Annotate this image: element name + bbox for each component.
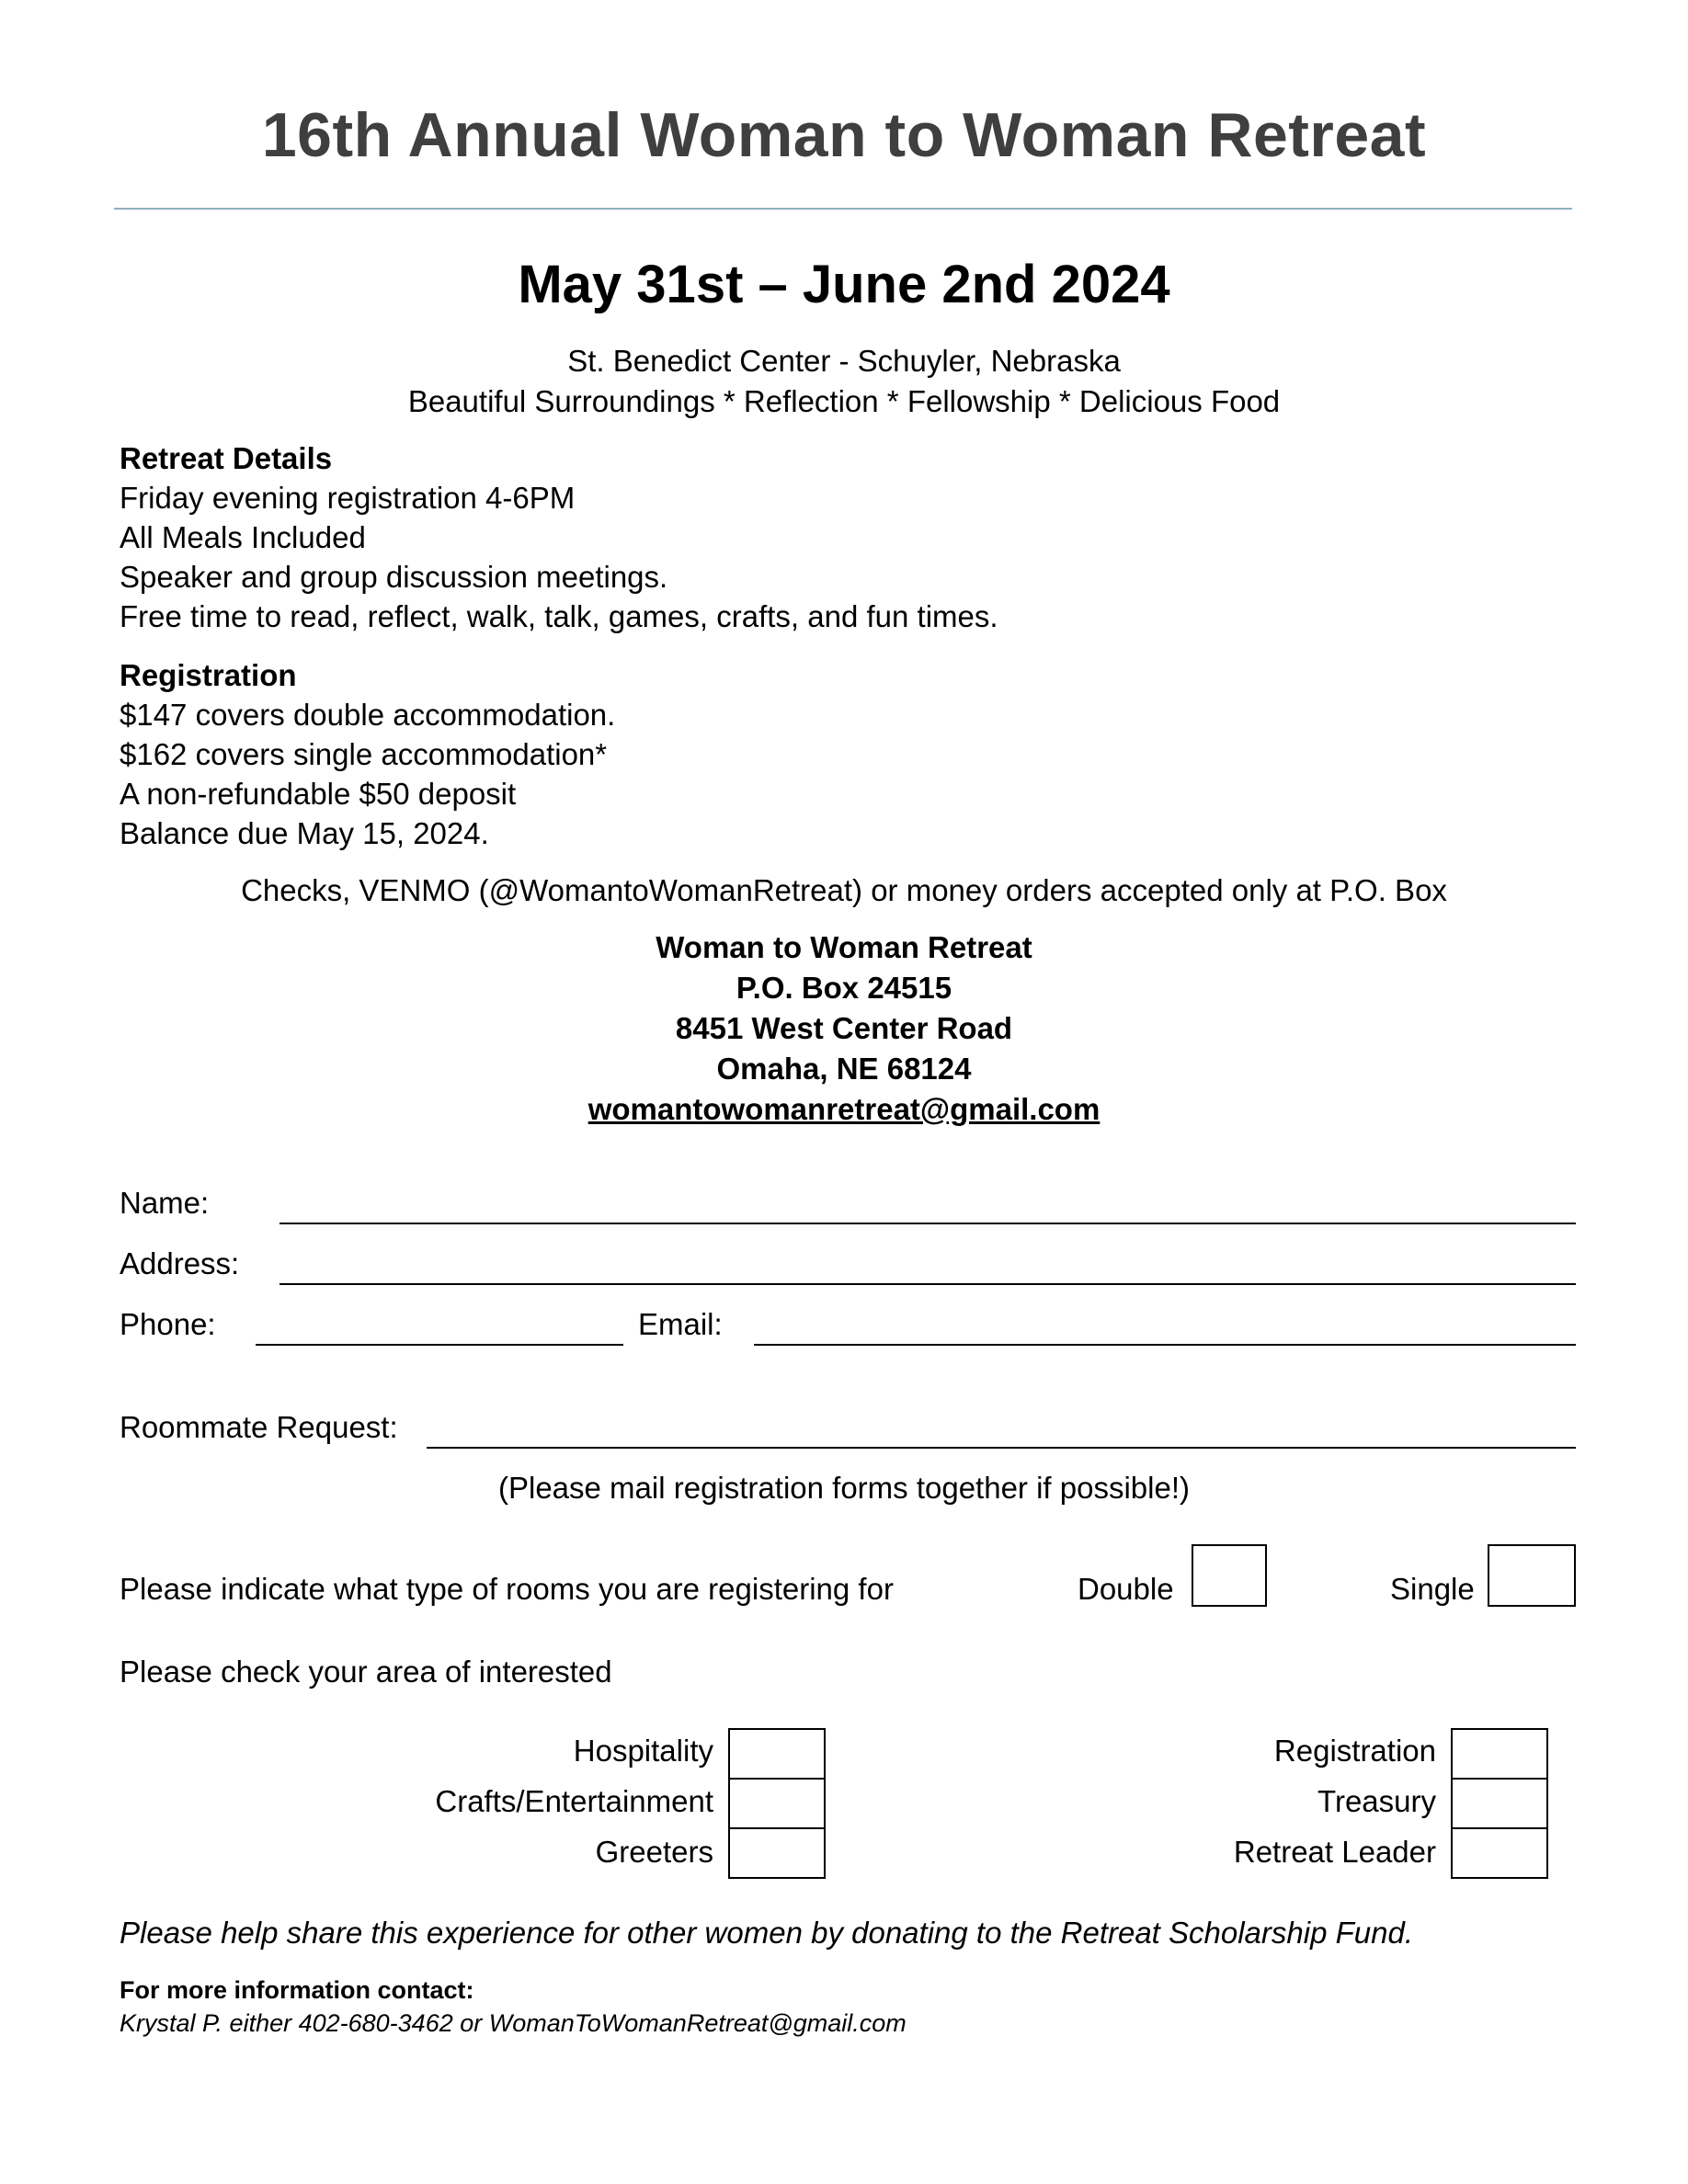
event-location: St. Benedict Center - Schuyler, Nebraska (567, 344, 1121, 378)
double-room-label: Double (1078, 1572, 1174, 1606)
name-label: Name: (120, 1186, 210, 1220)
single-room-checkbox[interactable] (1488, 1544, 1576, 1607)
double-room-checkbox[interactable] (1192, 1544, 1267, 1607)
payment-note: Checks, VENMO (@WomantoWomanRetreat) or money orders accepted only at P.O. Box (241, 873, 1447, 907)
registration-line: $162 covers single accommodation* (120, 737, 608, 771)
roommate-note: (Please mail registration forms together if possible!) (498, 1471, 1190, 1505)
registration-line: $147 covers double accommodation. (120, 698, 616, 732)
email-field[interactable] (754, 1344, 1576, 1346)
mailing-address-line: 8451 West Center Road (675, 1011, 1013, 1045)
registration-heading: Registration (120, 658, 297, 692)
retreat-detail-line: Friday evening registration 4-6PM (120, 481, 576, 515)
interest-label-treasury: Treasury (1317, 1784, 1436, 1818)
phone-field[interactable] (256, 1344, 623, 1346)
hospitality-checkbox[interactable] (728, 1728, 826, 1780)
retreat-detail-line: Speaker and group discussion meetings. (120, 560, 668, 594)
interest-label-crafts: Crafts/Entertainment (435, 1784, 713, 1818)
contact-heading: For more information contact: (120, 1976, 474, 2004)
address-label: Address: (120, 1246, 240, 1280)
registration-checkbox[interactable] (1451, 1728, 1548, 1780)
retreat-leader-checkbox[interactable] (1451, 1827, 1548, 1879)
retreat-detail-line: Free time to read, reflect, walk, talk, games, crafts, and fun times. (120, 599, 998, 633)
contact-line: Krystal P. either 402-680-3462 or WomanToWomanRetreat@gmail.com (120, 2009, 907, 2037)
interest-prompt: Please check your area of interested (120, 1655, 612, 1689)
room-type-prompt: Please indicate what type of rooms you are registering for (120, 1572, 894, 1606)
phone-label: Phone: (120, 1307, 216, 1341)
event-dates: May 31st – June 2nd 2024 (518, 255, 1170, 314)
name-field[interactable] (279, 1223, 1576, 1224)
interest-label-greeters: Greeters (595, 1835, 713, 1869)
mailing-address-line: Omaha, NE 68124 (716, 1052, 972, 1086)
event-tagline: Beautiful Surroundings * Reflection * Fellowship * Delicious Food (407, 384, 1281, 418)
roommate-field[interactable] (427, 1447, 1576, 1449)
retreat-details-heading: Retreat Details (120, 441, 333, 475)
title-divider (114, 208, 1572, 210)
address-field[interactable] (279, 1283, 1576, 1285)
interest-label-hospitality: Hospitality (573, 1734, 713, 1768)
greeters-checkbox[interactable] (728, 1827, 826, 1879)
retreat-detail-line: All Meals Included (120, 520, 366, 554)
email-label: Email: (638, 1307, 723, 1341)
crafts-entertainment-checkbox[interactable] (728, 1778, 826, 1829)
treasury-checkbox[interactable] (1451, 1778, 1548, 1829)
roommate-label: Roommate Request: (120, 1410, 398, 1444)
mailing-address-line: Woman to Woman Retreat (656, 930, 1032, 964)
single-room-label: Single (1390, 1572, 1475, 1606)
scholarship-note: Please help share this experience for other women by donating to the Retreat Scholarship Fund. (120, 1916, 1413, 1950)
interest-label-retreat-leader: Retreat Leader (1233, 1835, 1436, 1869)
mailing-address-line: P.O. Box 24515 (736, 971, 952, 1005)
page-title: 16th Annual Woman to Woman Retreat (261, 100, 1427, 170)
registration-line: Balance due May 15, 2024. (120, 816, 489, 850)
contact-email-link[interactable]: womantowomanretreat@gmail.com (587, 1092, 1101, 1126)
registration-line: A non-refundable $50 deposit (120, 777, 517, 811)
interest-label-registration: Registration (1273, 1734, 1436, 1768)
